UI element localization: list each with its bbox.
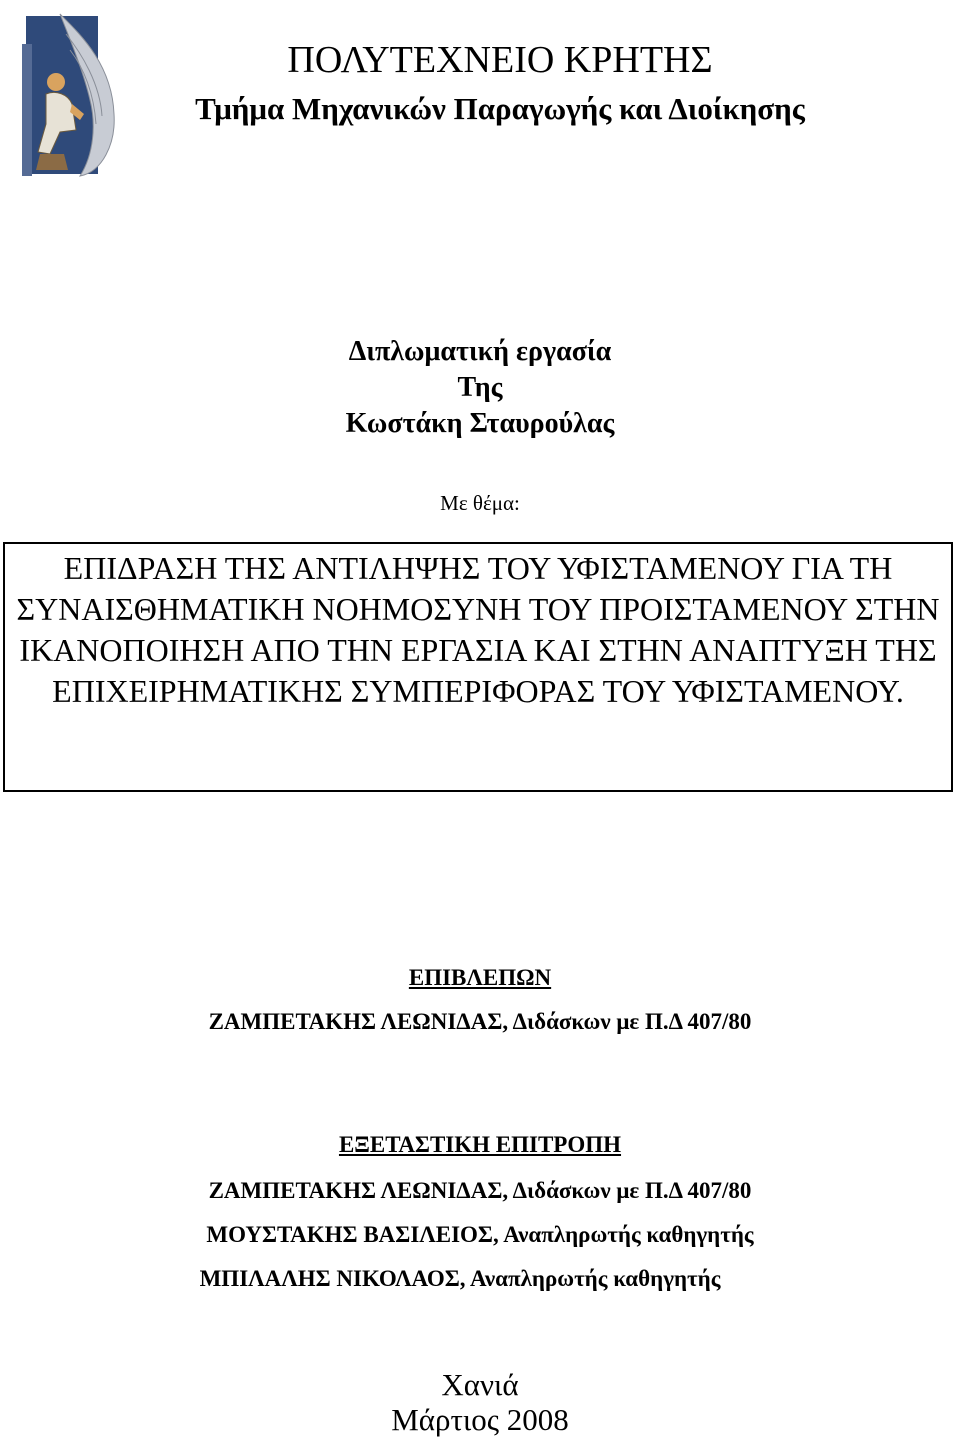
place: Χανιά [441,1367,519,1402]
supervisor-heading: ΕΠΙΒΛΕΠΩΝ [408,965,552,990]
thesis-topic: ΕΠΙΔΡΑΣΗ ΤΗΣ ΑΝΤΙΛΗΨΗΣ ΤΟΥ ΥΦΙΣΤΑΜΕΝΟΥ ΓΙΑ ΤΗ ΣΥΝΑΙΣΘΗΜΑΤΙΚΗ ΝΟΗΜΟΣΥΝΗ ΤΟΥ ΠΡΟΙΣΤΑΜΕΝΟΥ ΣΤΗΝ ΙΚΑΝΟΠΟΙΗΣΗ ΑΠΟ ΤΗΝ ΕΡΓΑΣΙΑ ΚΑΙ ΣΤΗΝ ΑΝΑΠΤΥΞΗ ΤΗΣ ΕΠΙΧΕΙΡΗΜΑΤΙΚΗΣ ΣΥΜΠΕΡΙΦΟΡΑΣ ΤΟΥ ΥΦΙΣΤΑΜΕΝΟΥ. [16,550,940,709]
university-name: ΠΟΛΥΤΕΧΝΕΙΟ ΚΡΗΤΗΣ [287,39,713,81]
date: Μάρτιος 2008 [391,1402,569,1437]
committee-member: ΜΟΥΣΤΑΚΗΣ ΒΑΣΙΛΕΙΟΣ, Αναπληρωτής καθηγητής [206,1222,754,1247]
committee-member: ΖΑΜΠΕΤΑΚΗΣ ΛΕΩΝΙΔΑΣ, Διδάσκων με Π.Δ 407/80 [208,1178,752,1203]
thesis-type: Διπλωματική εργασία [348,336,612,367]
thesis-of: Της [457,372,503,403]
committee-member: ΜΠΙΛΑΛΗΣ ΝΙΚΟΛΑΟΣ, Αναπληρωτής καθηγητής [199,1266,721,1291]
subject-label: Με θέμα: [440,491,520,515]
supervisor-name: ΖΑΜΠΕΤΑΚΗΣ ΛΕΩΝΙΔΑΣ, Διδάσκων με Π.Δ 407/80 [208,1009,752,1034]
committee-heading: ΕΞΕΤΑΣΤΙΚΗ ΕΠΙΤΡΟΠΗ [338,1132,622,1157]
thesis-author: Κωστάκη Σταυρούλας [345,408,615,439]
department-name: Τμήμα Μηχανικών Παραγωγής και Διοίκησης [195,91,805,126]
topic-box [3,542,953,792]
